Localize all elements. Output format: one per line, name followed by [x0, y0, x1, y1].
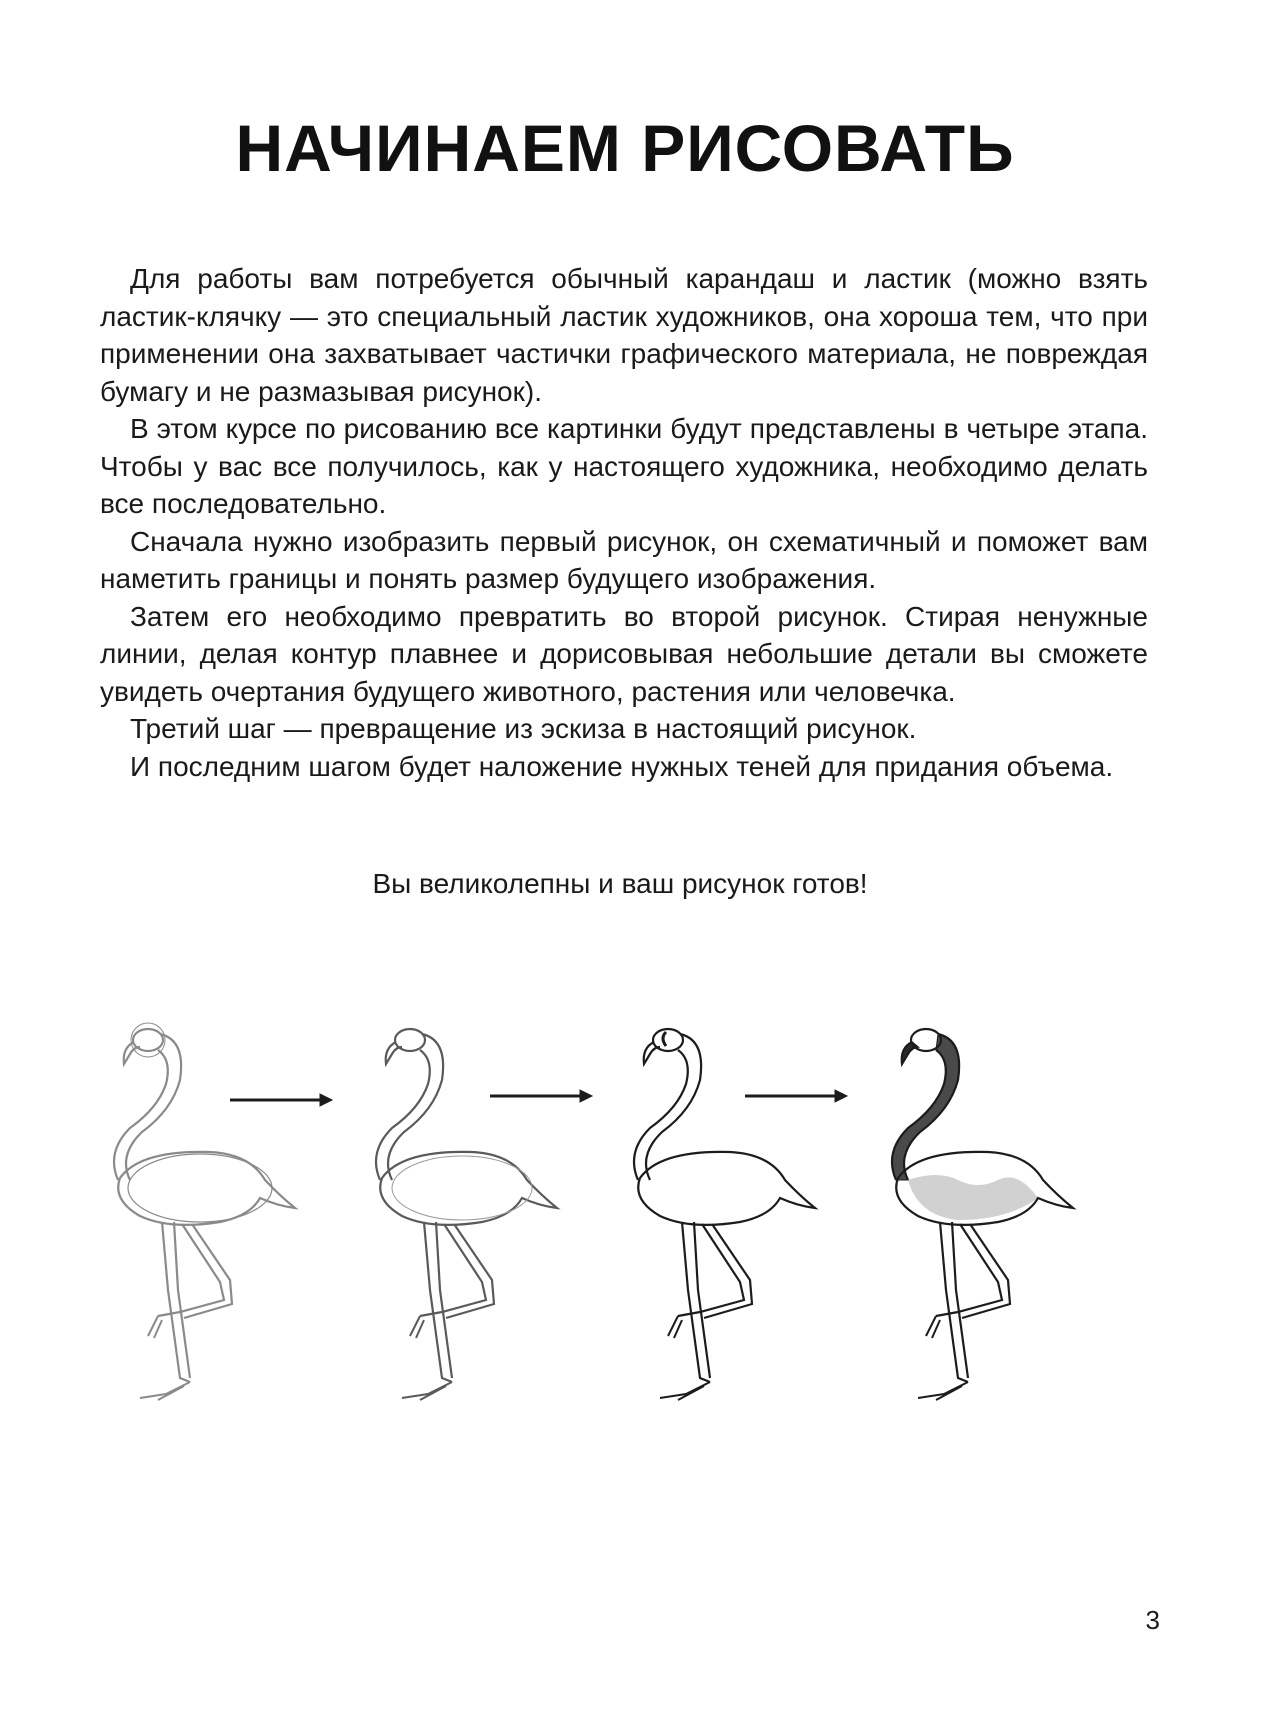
- flamingo-stage-1: [114, 1023, 295, 1400]
- paragraph: Затем его необходимо превратить во второй рисунок. Стирая ненужные линии, делая контур плавнее и дорисовывая небольшие детали вы сможете увидеть очертания будущего животного, растения или человечка.: [100, 600, 1148, 707]
- flamingo-stages-illustration: [100, 1020, 1160, 1460]
- paragraph: Для работы вам потребуется обычный карандаш и ластик (можно взять ластик-клячку — это специальный ластик художников, она хороша тем, что при применении она захватывает частички графического материала, не повреждая бумагу и не размазывая рисунок).: [100, 263, 1148, 407]
- flamingo-stage-3: [634, 1029, 815, 1400]
- flamingo-stage-2: [376, 1029, 557, 1400]
- paragraph: Третий шаг — превращение из эскиза в настоящий рисунок.: [130, 713, 917, 744]
- closing-line: Вы великолепны и ваш рисунок готов!: [372, 868, 868, 899]
- page-number: 3: [1145, 1605, 1160, 1635]
- arrow-3: [745, 1090, 847, 1102]
- arrow-2: [490, 1090, 592, 1102]
- flamingo-stage-4: [892, 1029, 1073, 1400]
- page-title: НАЧИНАЕМ РИСОВАТЬ: [235, 111, 1015, 185]
- body-text: [100, 260, 1148, 785]
- arrow-1: [230, 1094, 332, 1106]
- paragraph: И последним шагом будет наложение нужных теней для придания объема.: [130, 750, 1114, 782]
- paragraph: Сначала нужно изобразить первый рисунок, он схематичный и поможет вам наметить границы и понять размер будущего изображения.: [100, 525, 1148, 594]
- paragraph: В этом курсе по рисованию все картинки будут представлены в четыре этапа. Чтобы у вас все получилось, как у настоящего художника, необходимо делать все последовательно.: [100, 413, 1148, 519]
